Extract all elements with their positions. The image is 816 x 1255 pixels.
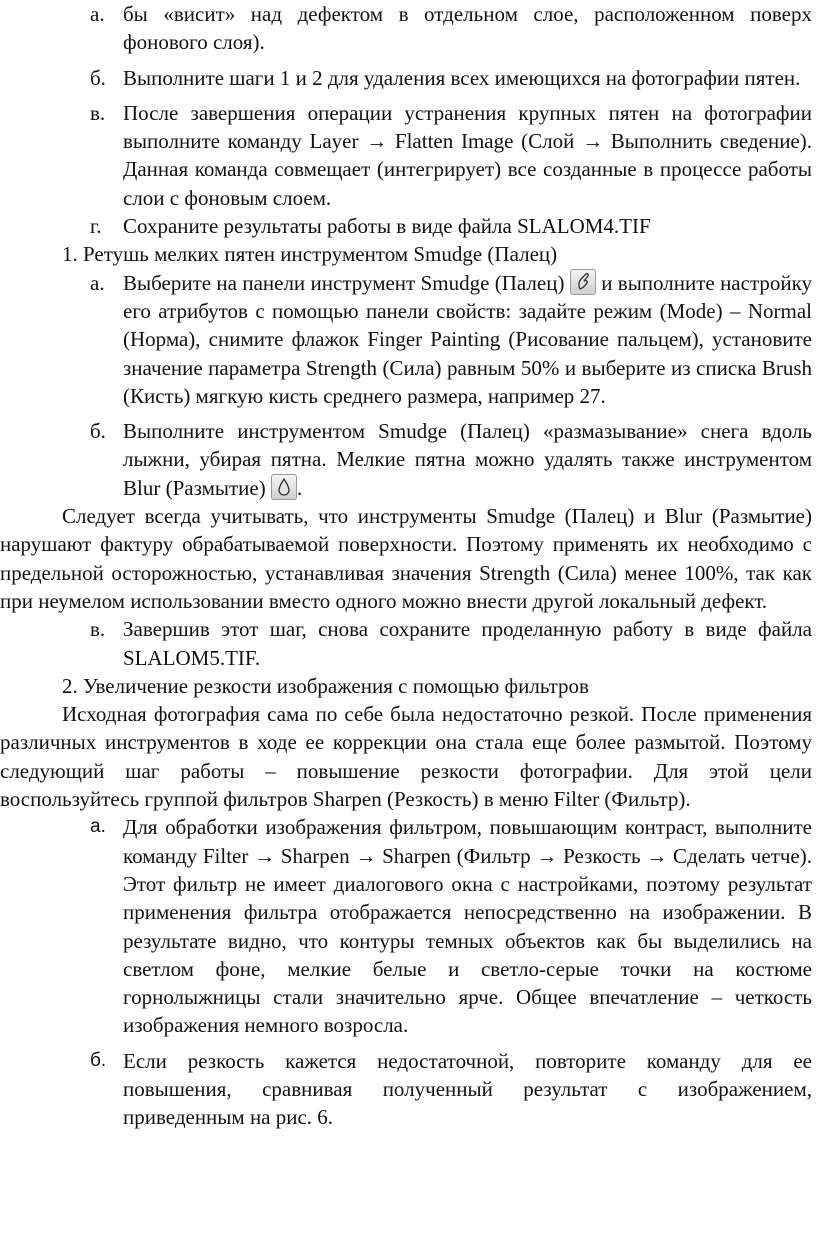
list-item-text: Выполните инструментом Smudge (Палец) «размазывание» снега вдоль лыжни, убирая пятна. Мелкие пятна можно удалять также инструментом Blur (Размытие) — [123, 419, 812, 500]
list-item — [90, 813, 812, 1039]
list-marker: б. — [90, 1049, 107, 1071]
smudge-tool-icon — [570, 269, 596, 295]
list-item-text: Для обработки изображения фильтром, повышающим контраст, выполните команду Filter → Sharpen → Sharpen (Фильтр → Резкость → Сделать четче). Этот фильтр не имеет диалогового окна с настройками, поэтому результат применения фильтра отображается непосредственно на изображении. В результате видно, что контуры темных объектов как бы выделились на светлом фоне, мелкие белые и светло-серые точки на костюме горнолыжницы стали значительно ярче. Общее впечатление – четкость изображения немного возросла. — [123, 815, 812, 1038]
list-marker: б. — [90, 419, 106, 444]
list-marker: в. — [90, 617, 106, 642]
list-item-text: . — [296, 475, 303, 500]
list-marker: а. — [90, 816, 106, 838]
list-item — [90, 212, 812, 240]
list-item-text: Выполните шаги 1 и 2 для удаления всех имеющихся на фотографии пятен. — [123, 65, 801, 90]
list-item — [90, 99, 812, 212]
list-item — [90, 615, 812, 672]
list-item-text: бы «висит» над дефектом в отдельном слое, расположенном поверх фонового слоя). — [123, 2, 812, 55]
list-item-text: Сохраните результаты работы в виде файла SLALOM4.TIF — [123, 214, 651, 239]
section-heading: 2. Увеличение резкости изображения с помощью фильтров — [62, 673, 589, 698]
list-item — [90, 417, 812, 502]
section-heading: 1. Ретушь мелких пятен инструментом Smudge (Палец) — [62, 242, 558, 267]
list-marker: в. — [90, 100, 106, 125]
list-item — [90, 1047, 812, 1132]
list-item — [90, 64, 812, 92]
list-item — [90, 269, 813, 410]
paragraph: Следует всегда учитывать, что инструменты Smudge (Палец) и Blur (Размытие) нарушают фактуру обрабатываемой поверхности. Поэтому применять их необходимо с предельной осторожностью, устанавливая значения Strength (Сила) менее 100%, так как при неумелом использовании вместо одного можно внести другой локальный дефект. — [0, 504, 812, 613]
list-item-text: и выполните настройку его атрибутов с помощью панели свойств: задайте режим (Mode) – Normal (Норма), снимите флажок Finger Painting (Рисование пальцем), установите значение параметра Strength (Сила) равным 50% и выберите из списка Brush (Кисть) мягкую кисть среднего размера, например 27. — [123, 270, 813, 408]
list-item-text: Если резкость кажется недостаточной, повторите команду для ее повышения, сравнивая полученный результат с изображением, приведенным на рис. 6. — [123, 1048, 812, 1130]
list-item-text: Завершив этот шаг, снова сохраните проделанную работу в виде файла SLALOM5.TIF. — [123, 617, 812, 670]
list-item-text: После завершения операции устранения крупных пятен на фотографии выполните команду Layer → Flatten Image (Слой → Выполнить сведение). Данная команда совмещает (интегрирует) все созданные в процессе работы слои с фоновым слоем. — [123, 100, 812, 210]
list-item-text: Выберите на панели инструмент Smudge (Палец) — [123, 270, 565, 295]
paragraph: Исходная фотография сама по себе была недостаточно резкой. После применения различных инструментов в ходе ее коррекции она стала еще более размытой. Поэтому следующий шаг работы – повышение резкости фотографии. Для этой цели воспользуйтесь группой фильтров Sharpen (Резкость) в меню Filter (Фильтр). — [0, 702, 812, 812]
list-marker: б. — [90, 65, 106, 90]
list-item — [90, 0, 812, 57]
list-marker: а. — [90, 270, 105, 295]
list-marker: г. — [90, 214, 102, 239]
list-marker: а. — [90, 2, 105, 26]
blur-tool-icon — [271, 474, 297, 500]
